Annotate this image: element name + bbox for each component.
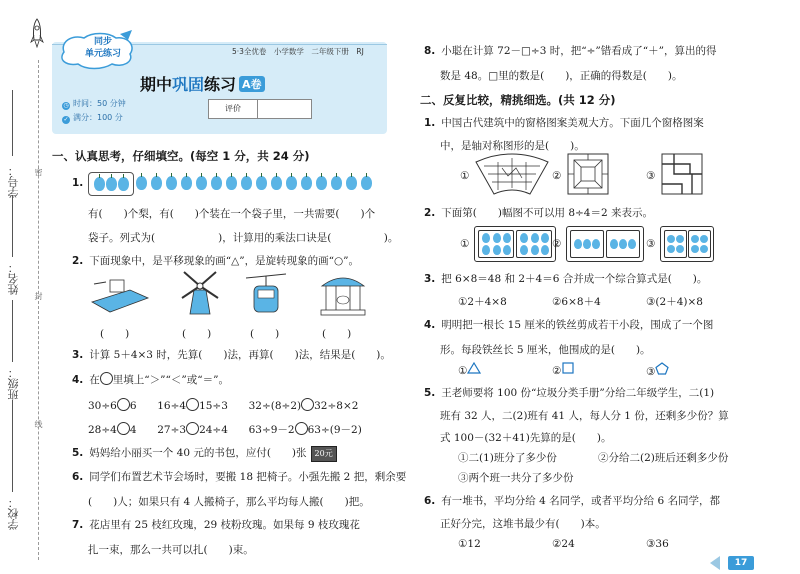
q4-text: [72, 372, 229, 387]
q7-line2: 扎一束，那么一共可以扎( )束。: [88, 544, 254, 556]
r-q4-option-2[interactable]: [552, 362, 575, 377]
name-field[interactable]: [12, 195, 13, 257]
q1-number: [72, 176, 89, 190]
r-q2-option-2[interactable]: ②: [552, 238, 562, 250]
q4-row2: [88, 422, 362, 437]
name-label: 姓名：: [7, 262, 20, 295]
q2-blank-2[interactable]: ( ): [182, 328, 212, 340]
r-q3-text: [424, 272, 707, 286]
r-q1-option-3[interactable]: ③: [646, 170, 656, 182]
r-q1-line1: [424, 116, 704, 130]
option-marker: ③: [646, 366, 656, 378]
r-q3-prompt: 把 6×8＝48 和 2＋4＝6 合并成一个综合算式是( )。: [441, 273, 708, 285]
q4-expr: 63÷9－2: [248, 424, 295, 436]
apple-group: [688, 230, 711, 258]
section1-title: 一、认真思考，仔细填空。(每空 1 分，共 24 分): [52, 149, 310, 163]
q6-prompt: 同学们布置艺术节会场时，要搬 18 把椅子。小强先搬 2 把，剩余要: [89, 471, 407, 483]
class-label: 班级：: [7, 367, 20, 400]
r-q1-line2: 中，是轴对称图形的是( )。: [440, 140, 585, 152]
r-q2-text: [424, 206, 653, 220]
q4-prompt-a: 在: [89, 374, 100, 386]
r-q2-option-3[interactable]: ③: [646, 238, 656, 250]
score-info: [62, 112, 123, 124]
grid-window-icon: [660, 152, 704, 196]
carousel-icon: [318, 270, 368, 316]
q4-expr: 32÷8×2: [314, 400, 359, 412]
q2-text: [72, 254, 359, 268]
r-q5-prompt: 王老师要将 100 份“垃圾分类手册”分给二年级学生，二(1): [441, 387, 715, 399]
fold-line: [38, 60, 39, 560]
time-text: 时间：50 分钟: [73, 99, 126, 108]
question-number: 6.: [424, 495, 436, 507]
q4-expr: 63÷(9－2): [307, 424, 362, 436]
r-q1-option-2[interactable]: ②: [552, 170, 562, 182]
q4-expr: 27÷3: [157, 424, 187, 436]
school-field[interactable]: [12, 400, 13, 492]
series-brand: 5·3全优卷 小学数学 二年级下册 RJ: [232, 47, 364, 56]
question-number: 4.: [72, 374, 84, 386]
r-q6-line1: [424, 494, 720, 508]
q1-line1: 有( )个梨，有( )个装在一个袋子里，一共需要( )个: [88, 208, 376, 220]
apple-group: [664, 230, 687, 258]
title-highlight: 巩固: [172, 75, 205, 94]
answer-circle[interactable]: [301, 398, 314, 411]
badge-line1: 同步: [93, 37, 112, 47]
q4-expr: 4: [129, 424, 137, 436]
class-field[interactable]: [12, 300, 13, 362]
pear-group: [516, 230, 552, 258]
question-number: 3.: [72, 349, 84, 361]
question-number: 6.: [72, 471, 84, 483]
apple-groups-card-3: [660, 226, 714, 262]
q6-line1: [72, 470, 406, 484]
page-title: [140, 72, 265, 95]
pentagon-icon: [655, 362, 669, 375]
fan-window-icon: [474, 152, 550, 196]
r-q4-line1: [424, 318, 713, 332]
paper-a-badge: A卷: [239, 76, 265, 92]
answer-circle[interactable]: [117, 422, 130, 435]
triangle-icon: [467, 362, 481, 374]
full-score-text: 满分：100 分: [73, 113, 123, 122]
q4-expr: 16÷4: [157, 400, 187, 412]
r-q6-option-1[interactable]: ①12: [458, 538, 481, 550]
r-q5-option-3[interactable]: ③两个班一共分了多少份: [458, 472, 574, 484]
q2-blank-3[interactable]: ( ): [250, 328, 280, 340]
pear-row-icon: [136, 176, 386, 192]
q2-blank-1[interactable]: ( ): [100, 328, 130, 340]
cut-mark: 密: [34, 168, 43, 176]
r-q6-prompt: 有一堆书，平均分给 4 名同学，或者平均分给 6 名同学，都: [441, 495, 721, 507]
badge-line2: 单元练习: [84, 49, 121, 59]
r-q2-option-1[interactable]: ①: [460, 238, 470, 250]
q4-expr: 30÷6: [88, 400, 117, 412]
pear-group: [570, 230, 604, 258]
question-number: 8.: [424, 45, 436, 57]
evaluation-box[interactable]: [208, 99, 312, 119]
r-q5-line2: 班有 32 人，二(2)班有 41 人，每人分 1 份，还剩多少份？算: [440, 410, 729, 422]
page-corner-arrow-icon: [710, 556, 726, 570]
answer-circle[interactable]: [295, 422, 308, 435]
r-q1-option-1[interactable]: ①: [460, 170, 470, 182]
q8-line2: 数是 48。□里的数是( )，正确的得数是( )。: [440, 70, 683, 82]
question-number: 7.: [72, 519, 84, 531]
score-icon: ✓: [63, 116, 69, 123]
option-marker: ①: [458, 365, 468, 377]
q4-expr: 15÷3: [199, 400, 228, 412]
pear-bag-icon: [88, 172, 134, 196]
r-q3-option-3[interactable]: ③(2＋4)×8: [646, 296, 703, 308]
option-marker: ②: [552, 365, 562, 377]
windmill-icon: [178, 270, 222, 316]
time-info: [62, 98, 126, 110]
q4-expr: 32÷(8÷2): [248, 400, 302, 412]
page-number: 17: [728, 556, 754, 570]
pear-group: [606, 230, 640, 258]
school-label: 学校：: [7, 497, 20, 530]
r-q5-line1: [424, 386, 714, 400]
q8-prompt: 小聪在计算 72－□÷3 时，把“÷”错看成了“＋”，算出的得: [441, 45, 717, 57]
student-id-label: 学号：: [7, 165, 20, 198]
question-number: 2.: [424, 207, 436, 219]
r-q6-option-2[interactable]: ②24: [552, 538, 575, 550]
question-number: 2.: [72, 255, 84, 267]
r-q6-option-3[interactable]: ③36: [646, 538, 669, 550]
q7-line1: [72, 518, 360, 532]
r-q2-prompt: 下面第( )幅图不可以用 8÷4＝2 来表示。: [441, 207, 654, 219]
q2-prompt: 下面现象中，是平移现象的画“△”，是旋转现象的画“○”。: [89, 255, 360, 267]
r-q3-option-2[interactable]: ②6×8＋4: [552, 296, 601, 308]
pear-groups-card-1: [474, 226, 556, 262]
question-number: 1.: [72, 177, 84, 189]
r-q4-prompt: 明明把一根长 15 厘米的铁丝剪成若干小段，围成了一个图: [441, 319, 714, 331]
square-lattice-window-icon: [566, 152, 610, 196]
section2-title: 二、反复比较，精挑细选。(共 12 分): [420, 93, 616, 107]
q8-line1: [424, 44, 717, 58]
q6-line2: ( )人；如果只有 4 人搬椅子，那么平均每人搬( )把。: [88, 496, 370, 508]
r-q4-line2: 形。每段铁丝长 5 厘米，他围成的是( )。: [440, 344, 651, 356]
q3-prompt: 计算 5＋4×3 时，先算( )法，再算( )法，结果是( )。: [89, 349, 391, 361]
compare-circle-icon: [100, 372, 113, 385]
q4-expr: 6: [129, 400, 137, 412]
r-q5-option-2[interactable]: ②分给二(2)班后还剩多少份: [598, 452, 729, 464]
q1-line2: 袋子。列式为( )，计算用的乘法口诀是( )。: [88, 232, 399, 244]
q7-prompt: 花店里有 25 枝红玫瑰，29 枝粉玫瑰。如果每 9 枝玫瑰花: [89, 519, 360, 531]
q5-text: [72, 446, 337, 462]
question-number: 3.: [424, 273, 436, 285]
question-number: 5.: [424, 387, 436, 399]
question-number: 4.: [424, 319, 436, 331]
q2-blank-4[interactable]: ( ): [322, 328, 352, 340]
q4-row1: [88, 398, 358, 412]
r-q4-option-1[interactable]: [458, 362, 481, 377]
r-q5-line3: 式 100－(32＋41)先算的是( )。: [440, 432, 612, 444]
question-number: 5.: [72, 447, 84, 459]
cable-car-icon: [246, 272, 286, 316]
r-q5-option-1[interactable]: ①二(1)班分了多少份: [458, 452, 557, 464]
student-id-field[interactable]: [12, 90, 13, 156]
q4-prompt-b: 里填上“＞”“＜”或“＝”。: [112, 374, 230, 386]
r-q6-line2: 正好分完，这堆书最少有( )本。: [440, 518, 606, 530]
square-icon: [561, 362, 575, 374]
q4-expr: 24÷4: [199, 424, 228, 436]
r-q3-option-1[interactable]: ①2＋4×8: [458, 296, 507, 308]
banknote-icon: 20元: [311, 446, 337, 462]
evaluation-label: 评价: [209, 100, 258, 118]
question-number: 1.: [424, 117, 436, 129]
title-part: 期中: [140, 75, 173, 94]
binding-strip: [0, 0, 48, 574]
cut-mark: 封: [34, 292, 43, 300]
answer-circle[interactable]: [186, 422, 199, 435]
answer-circle[interactable]: [186, 398, 199, 411]
rocket-icon: [28, 18, 46, 48]
conveyor-belt-icon: [90, 272, 150, 314]
pear-groups-card-2: [566, 226, 644, 262]
pear-group: [478, 230, 514, 258]
q3-text: [72, 348, 391, 362]
q5-prompt: 妈妈给小丽买一个 40 元的书包，应付( )张: [89, 447, 307, 459]
r-q4-option-3[interactable]: [646, 362, 669, 378]
title-part: 练习: [204, 75, 237, 94]
r-q1-prompt: 中国古代建筑中的窗格图案美观大方。下面几个窗格图案: [441, 117, 704, 129]
answer-circle[interactable]: [117, 398, 130, 411]
q4-expr: 28÷4: [88, 424, 117, 436]
cut-mark: 线: [34, 420, 43, 428]
unit-badge-label: [78, 36, 128, 60]
clock-icon: ◷: [63, 102, 69, 109]
